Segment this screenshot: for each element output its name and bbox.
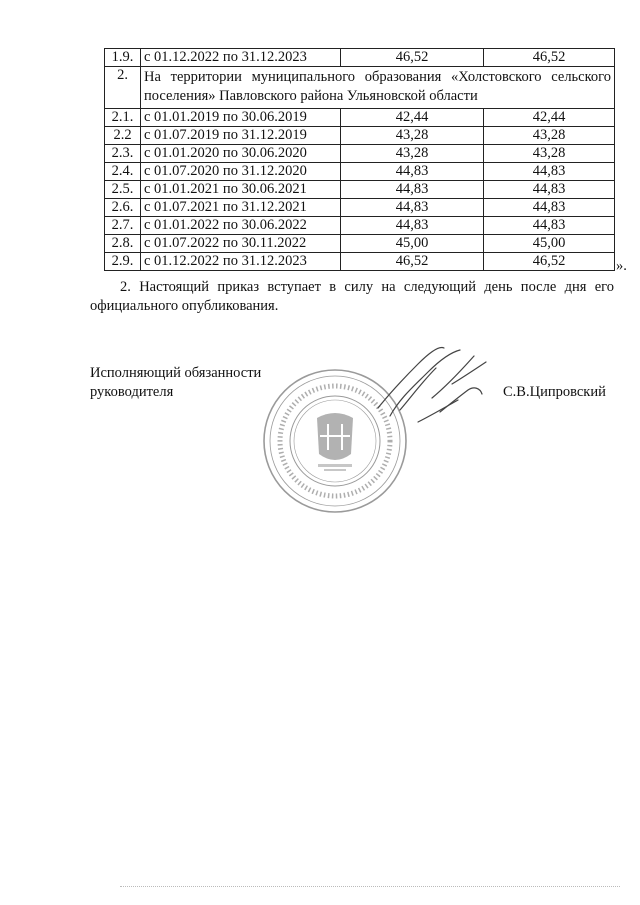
table-row	[105, 235, 615, 253]
section-number: 2.	[105, 67, 141, 109]
row-value-1: 44,83	[341, 217, 484, 235]
row-value-2: 44,83	[484, 181, 615, 199]
row-value-2: 44,83	[484, 217, 615, 235]
row-value-1: 44,83	[341, 181, 484, 199]
row-period: с 01.01.2021 по 30.06.2021	[141, 181, 341, 199]
row-value-2: 46,52	[484, 253, 615, 271]
row-value-1: 46,52	[341, 49, 484, 67]
row-number: 2.3.	[105, 145, 141, 163]
table-row	[105, 163, 615, 181]
row-value-2: 44,83	[484, 199, 615, 217]
row-value-1: 43,28	[341, 145, 484, 163]
row-number: 2.5.	[105, 181, 141, 199]
signer-title-line1: Исполняющий обязанности	[90, 365, 262, 381]
row-period: с 01.01.2020 по 30.06.2020	[141, 145, 341, 163]
table-row	[105, 109, 615, 127]
row-value-1: 46,52	[341, 253, 484, 271]
row-number: 2.6.	[105, 199, 141, 217]
row-value-1: 44,83	[341, 163, 484, 181]
table-row	[105, 49, 615, 67]
row-period: с 01.01.2022 по 30.06.2022	[141, 217, 341, 235]
tariff-table	[104, 48, 615, 271]
row-value-2: 46,52	[484, 49, 615, 67]
row-period: с 01.01.2019 по 30.06.2019	[141, 109, 341, 127]
table-row	[105, 181, 615, 199]
row-value-2: 43,28	[484, 127, 615, 145]
signer-title	[90, 364, 261, 402]
row-value-1: 44,83	[341, 199, 484, 217]
row-period: с 01.07.2022 по 30.11.2022	[141, 235, 341, 253]
signer-title-line2: руководителя	[90, 384, 174, 400]
row-value-2: 42,44	[484, 109, 615, 127]
handwritten-signature-icon	[370, 338, 500, 428]
row-value-1: 42,44	[341, 109, 484, 127]
tariff-table-body	[105, 49, 615, 271]
row-number: 2.4.	[105, 163, 141, 181]
section-title: На территории муниципального образования «Холстовского сельского поселения» Павловского района Ульяновской области	[141, 67, 615, 109]
row-value-1: 43,28	[341, 127, 484, 145]
signer-name: С.В.Ципровский	[503, 384, 606, 400]
table-row	[105, 145, 615, 163]
table-row	[105, 217, 615, 235]
effective-date-paragraph: 2. Настоящий приказ вступает в силу на следующий день после дня его официального опубликования.	[90, 279, 614, 314]
closing-quote: ».	[616, 258, 627, 274]
row-number: 1.9.	[105, 49, 141, 67]
table-row	[105, 127, 615, 145]
row-period: с 01.07.2020 по 31.12.2020	[141, 163, 341, 181]
row-number: 2.8.	[105, 235, 141, 253]
row-period: с 01.07.2019 по 31.12.2019	[141, 127, 341, 145]
footer-divider	[120, 886, 620, 887]
row-value-2: 45,00	[484, 235, 615, 253]
row-number: 2.1.	[105, 109, 141, 127]
row-number: 2.2	[105, 127, 141, 145]
section-row	[105, 67, 615, 109]
row-period: с 01.07.2021 по 31.12.2021	[141, 199, 341, 217]
row-period: с 01.12.2022 по 31.12.2023	[141, 253, 341, 271]
row-number: 2.9.	[105, 253, 141, 271]
row-value-2: 44,83	[484, 163, 615, 181]
row-value-2: 43,28	[484, 145, 615, 163]
table-row	[105, 253, 615, 271]
table-row	[105, 199, 615, 217]
row-value-1: 45,00	[341, 235, 484, 253]
row-number: 2.7.	[105, 217, 141, 235]
row-period: с 01.12.2022 по 31.12.2023	[141, 49, 341, 67]
